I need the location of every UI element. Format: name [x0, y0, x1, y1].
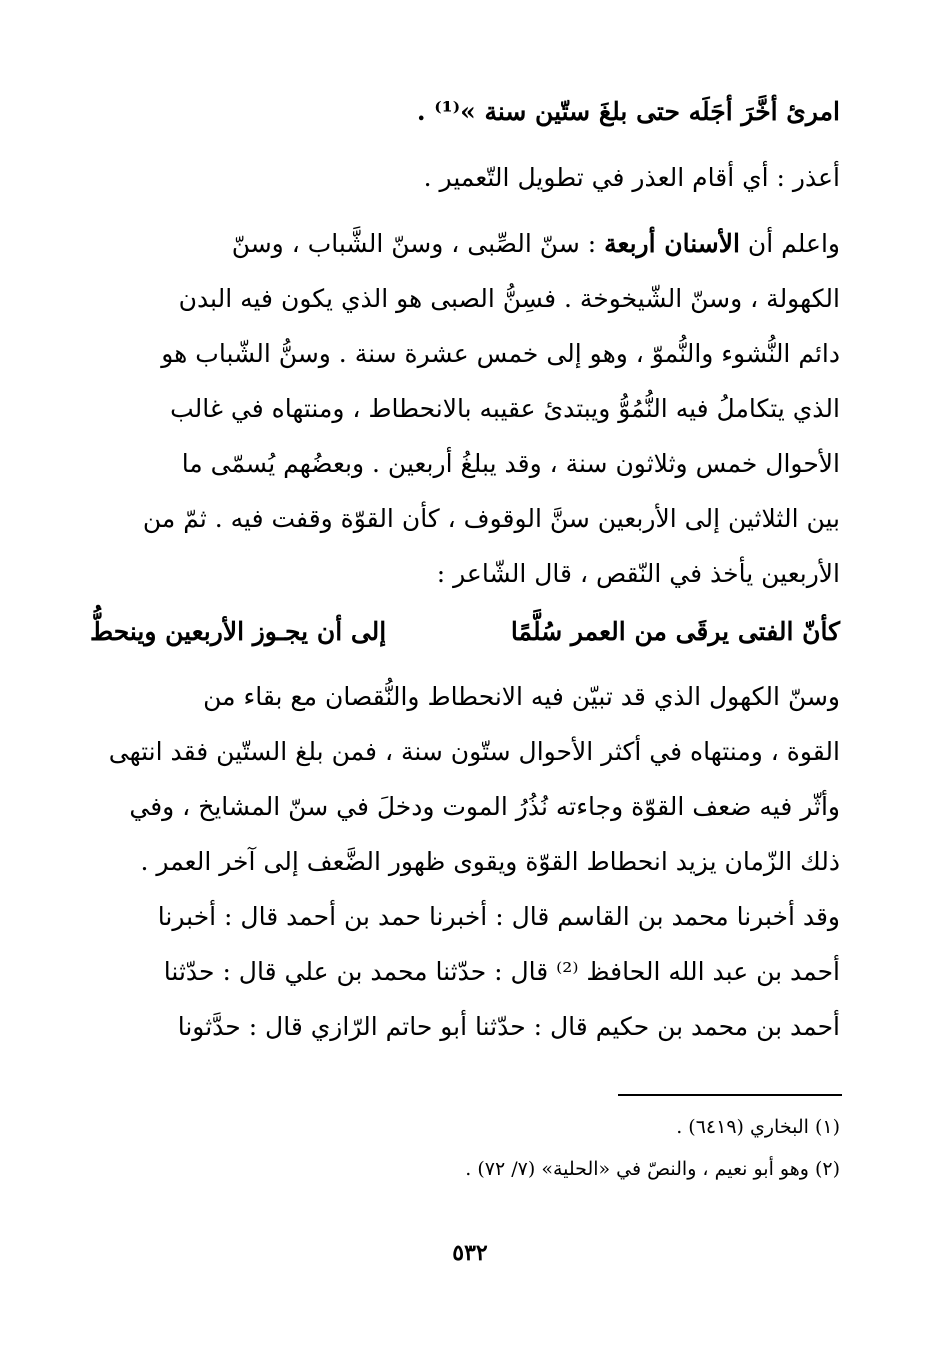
text-line-13: وقد أخبرنا محمد بن القاسم قال : أخبرنا حمد بن أحمد قال : أخبرنا	[157, 902, 840, 931]
bold-phrase: الأسنان أربعة	[604, 229, 740, 258]
text-line-3: الكهولة ، وسنّ الشّيخوخة . فسِنُّ الصبى هو الذي يكون فيه البدن	[178, 284, 840, 313]
text-line-hadith-end: امرئ أخَّرَ أجَلَه حتى بلغَ ستّين سنة »⁽¹⁾ .	[416, 97, 840, 126]
footnote-2: (٢) وهو أبو نعيم ، والنصّ في «الحلية» (٧/ ٧٢) .	[465, 1158, 840, 1180]
text-line-ages-intro-text: واعلم أن الأسنان أربعة : سنّ الصِّبى ، وسنّ الشَّباب ، وسنّ	[231, 229, 840, 258]
verse-first-hemistich: كأنّ الفتى يرقَى من العمر سُلَّمًا	[510, 617, 840, 646]
text-line-11: وأثّر فيه ضعف القوّة وجاءته نُذُرُ الموت ودخلَ في سنّ المشايخ ، وفي	[129, 792, 840, 821]
text-line-15: أحمد بن محمد بن حكيم قال : حدّثنا أبو حاتم الرّازي قال : حدَّثونا	[177, 1012, 840, 1041]
text-line-explanation: أعذر : أي أقام العذر في تطويل التّعمير .	[423, 163, 840, 192]
text-line-9: وسنّ الكهول الذي قد تبيّن فيه الانحطاط والنُّقصان مع بقاء من	[203, 682, 840, 711]
text-line-5: الذي يتكاملُ فيه النُّمُوُّ ويبتدئ عقيبه بالانحطاط ، ومنتهاه في غالب	[170, 394, 840, 423]
page-number: ٥٣٢	[452, 1240, 488, 1266]
text-line-7: بين الثلاثين إلى الأربعين سنَّ الوقوف ، كأن القوّة وقفت فيه . ثمّ من	[142, 504, 840, 533]
footnote-separator	[618, 1094, 842, 1096]
footnote-1: (١) البخاري (٦٤١٩) .	[676, 1116, 840, 1138]
text-line-4: دائم النُّشوء والنُّموّ ، وهو إلى خمس عشرة سنة . وسنُّ الشّباب هو	[161, 339, 840, 368]
text-line-10: القوة ، ومنتهاه في أكثر الأحوال ستّون سنة ، فمن بلغ الستّين فقد انتهى	[108, 737, 840, 766]
verse-second-hemistich: إلى أن يجـوز الأربعين وينحطُّ	[90, 617, 387, 646]
text-line-8: الأربعين يأخذ في النّقص ، قال الشّاعر :	[436, 559, 840, 588]
text-line-ages-intro	[96, 224, 840, 270]
text-line-12: ذلك الزّمان يزيد انحطاط القوّة ويقوى ظهور الضَّعف إلى آخر العمر .	[140, 847, 840, 876]
text-line-14: أحمد بن عبد الله الحافظ ⁽²⁾ قال : حدّثنا محمد بن علي قال : حدّثنا	[163, 957, 840, 986]
text-line-6: الأحوال خمس وثلاثون سنة ، وقد يبلغُ أربعين . وبعضُهم يُسمّى ما	[181, 449, 840, 478]
poetry-verse	[90, 612, 840, 658]
